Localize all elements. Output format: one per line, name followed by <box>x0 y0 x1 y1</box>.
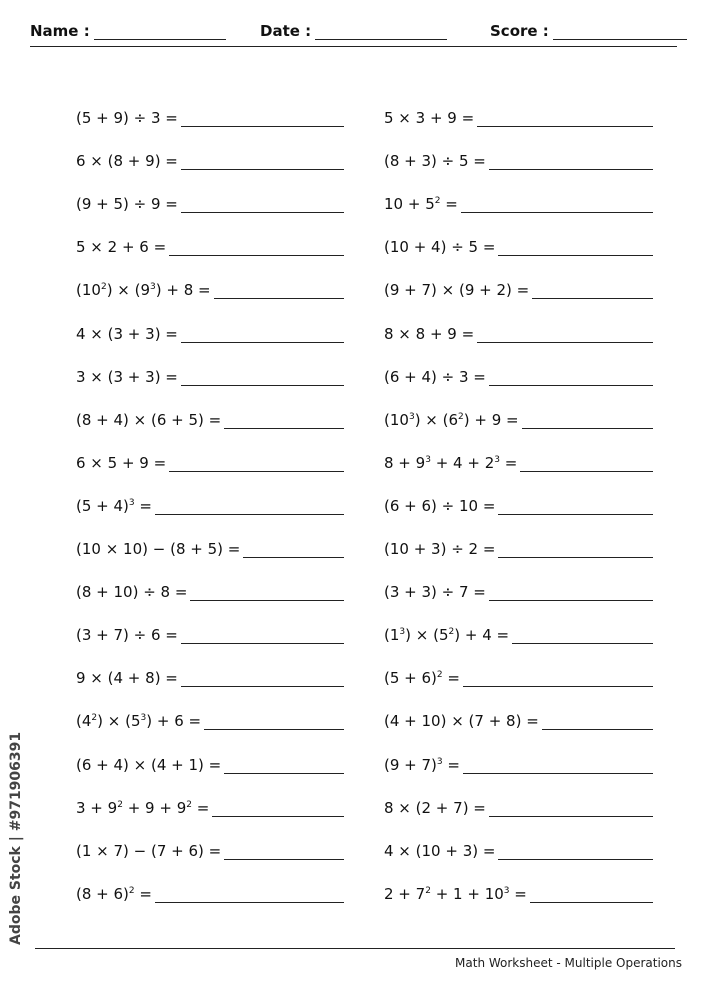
answer-blank[interactable] <box>498 541 653 558</box>
answer-blank[interactable] <box>477 326 653 343</box>
problem-row <box>384 817 653 860</box>
answer-blank[interactable] <box>512 627 653 644</box>
problem-row <box>384 84 653 127</box>
problem-expression: 8 × 8 + 9 = <box>384 324 475 343</box>
problem-expression: (6 + 4) × (4 + 1) = <box>76 755 222 774</box>
problem-row <box>384 213 653 256</box>
problem-row <box>76 127 344 170</box>
date-label: Date : <box>260 22 312 40</box>
problem-expression: $8 + 9^3 + 4 + 2^3$ = <box>384 453 518 472</box>
problem-row <box>76 817 344 860</box>
problem-row <box>76 386 344 429</box>
answer-blank[interactable] <box>181 670 344 687</box>
score-label: Score : <box>490 22 549 40</box>
answer-blank[interactable] <box>498 498 653 515</box>
problem-row <box>76 644 344 687</box>
problem-row <box>76 601 344 644</box>
problem-expression: (6 + 4) ÷ 3 = <box>384 367 486 386</box>
problem-row <box>384 515 653 558</box>
problem-expression: 5 × 2 + 6 = <box>76 238 167 257</box>
footer-divider <box>35 948 675 949</box>
answer-blank[interactable] <box>489 584 653 601</box>
problem-expression: 9 × (4 + 8) = <box>76 669 178 688</box>
answer-blank[interactable] <box>477 110 653 127</box>
problem-expression: $(5 + 6)^2$ = <box>384 669 460 688</box>
problem-row <box>384 644 653 687</box>
score-blank[interactable] <box>553 25 687 40</box>
problem-expression: $(10^2) \times (9^3) + 8$ = <box>76 281 211 300</box>
problem-expression: $(9 + 7)^3$ = <box>384 755 460 774</box>
right-problem-column <box>384 84 653 903</box>
left-problem-column <box>76 84 344 903</box>
problem-expression: 4 × (10 + 3) = <box>384 841 496 860</box>
answer-blank[interactable] <box>181 369 344 386</box>
answer-blank[interactable] <box>181 196 344 213</box>
problem-row <box>76 558 344 601</box>
problem-expression: (10 × 10) − (8 + 5) = <box>76 540 241 559</box>
problem-expression: 5 × 3 + 9 = <box>384 109 475 128</box>
date-field <box>260 22 447 40</box>
problem-expression: $2 + 7^2 + 1 + 10^3$ = <box>384 884 527 903</box>
problem-row <box>76 170 344 213</box>
problem-row <box>384 256 653 299</box>
answer-blank[interactable] <box>530 886 653 903</box>
answer-blank[interactable] <box>155 498 344 515</box>
problem-expression: 6 × 5 + 9 = <box>76 453 167 472</box>
problem-expression: (10 + 4) ÷ 5 = <box>384 238 496 257</box>
answer-blank[interactable] <box>522 412 653 429</box>
answer-blank[interactable] <box>489 800 653 817</box>
problem-expression: $(4^2) \times (5^3) + 6$ = <box>76 712 202 731</box>
problem-row <box>384 687 653 730</box>
answer-blank[interactable] <box>181 153 344 170</box>
answer-blank[interactable] <box>489 369 653 386</box>
problem-expression: 8 × (2 + 7) = <box>384 798 486 817</box>
answer-blank[interactable] <box>463 757 653 774</box>
problem-expression: 6 × (8 + 9) = <box>76 152 178 171</box>
answer-blank[interactable] <box>181 326 344 343</box>
problem-row <box>76 429 344 472</box>
answer-blank[interactable] <box>498 843 653 860</box>
worksheet-header <box>30 18 677 47</box>
date-blank[interactable] <box>315 25 447 40</box>
answer-blank[interactable] <box>214 282 344 299</box>
answer-blank[interactable] <box>224 412 344 429</box>
problem-expression: (8 + 4) × (6 + 5) = <box>76 410 222 429</box>
problem-row <box>76 84 344 127</box>
stock-watermark: Adobe Stock | #971906391 <box>8 731 24 945</box>
problem-expression: 3 × (3 + 3) = <box>76 367 178 386</box>
problem-row <box>384 299 653 342</box>
problem-expression: (10 + 3) ÷ 2 = <box>384 540 496 559</box>
answer-blank[interactable] <box>498 239 653 256</box>
problem-expression: (9 + 5) ÷ 9 = <box>76 195 178 214</box>
problem-expression: (1 × 7) − (7 + 6) = <box>76 841 222 860</box>
problem-row <box>76 774 344 817</box>
problem-row <box>384 774 653 817</box>
answer-blank[interactable] <box>461 196 653 213</box>
answer-blank[interactable] <box>224 757 344 774</box>
problem-row <box>76 687 344 730</box>
name-label: Name : <box>30 22 90 40</box>
footer-title: Math Worksheet - Multiple Operations <box>455 956 682 970</box>
problem-expression: $(10^3) \times (6^2) + 9$ = <box>384 410 519 429</box>
problem-row <box>76 730 344 773</box>
name-blank[interactable] <box>94 25 226 40</box>
answer-blank[interactable] <box>181 110 344 127</box>
problem-row <box>384 472 653 515</box>
answer-blank[interactable] <box>190 584 344 601</box>
problem-row <box>384 860 653 903</box>
problem-expression: (3 + 7) ÷ 6 = <box>76 626 178 645</box>
name-field <box>30 22 226 40</box>
problem-expression: $10 + 5^2$ = <box>384 195 458 214</box>
answer-blank[interactable] <box>169 455 344 472</box>
problem-row <box>384 127 653 170</box>
problem-row <box>384 730 653 773</box>
problem-expression: (8 + 10) ÷ 8 = <box>76 583 188 602</box>
problem-expression: (4 + 10) × (7 + 8) = <box>384 712 539 731</box>
score-field <box>490 22 687 40</box>
problem-row <box>384 170 653 213</box>
problem-expression: $(5 + 4)^3$ = <box>76 496 152 515</box>
problem-expression: 4 × (3 + 3) = <box>76 324 178 343</box>
problem-row <box>76 515 344 558</box>
problem-expression: (8 + 3) ÷ 5 = <box>384 152 486 171</box>
answer-blank[interactable] <box>181 627 344 644</box>
answer-blank[interactable] <box>489 153 653 170</box>
answer-blank[interactable] <box>243 541 344 558</box>
problem-expression: $3 + 9^2 + 9 + 9^2$ = <box>76 798 210 817</box>
problem-expression: (3 + 3) ÷ 7 = <box>384 583 486 602</box>
problem-row <box>76 472 344 515</box>
problem-row <box>384 601 653 644</box>
answer-blank[interactable] <box>520 455 653 472</box>
problem-expression: $(1^3) \times (5^2) + 4$ = <box>384 626 510 645</box>
answer-blank[interactable] <box>463 670 653 687</box>
problem-row <box>76 343 344 386</box>
problem-expression: $(8 + 6)^2$ = <box>76 884 152 903</box>
answer-blank[interactable] <box>169 239 344 256</box>
problem-row <box>384 429 653 472</box>
problem-row <box>384 558 653 601</box>
problem-expression: (9 + 7) × (9 + 2) = <box>384 281 530 300</box>
problem-row <box>76 256 344 299</box>
answer-blank[interactable] <box>155 886 344 903</box>
problem-row <box>76 860 344 903</box>
answer-blank[interactable] <box>212 800 344 817</box>
answer-blank[interactable] <box>542 713 653 730</box>
problem-row <box>76 299 344 342</box>
problem-expression: (6 + 6) ÷ 10 = <box>384 496 496 515</box>
problem-expression: (5 + 9) ÷ 3 = <box>76 109 178 128</box>
answer-blank[interactable] <box>224 843 344 860</box>
problem-row <box>76 213 344 256</box>
answer-blank[interactable] <box>204 713 344 730</box>
problem-row <box>384 343 653 386</box>
problem-row <box>384 386 653 429</box>
answer-blank[interactable] <box>532 282 653 299</box>
